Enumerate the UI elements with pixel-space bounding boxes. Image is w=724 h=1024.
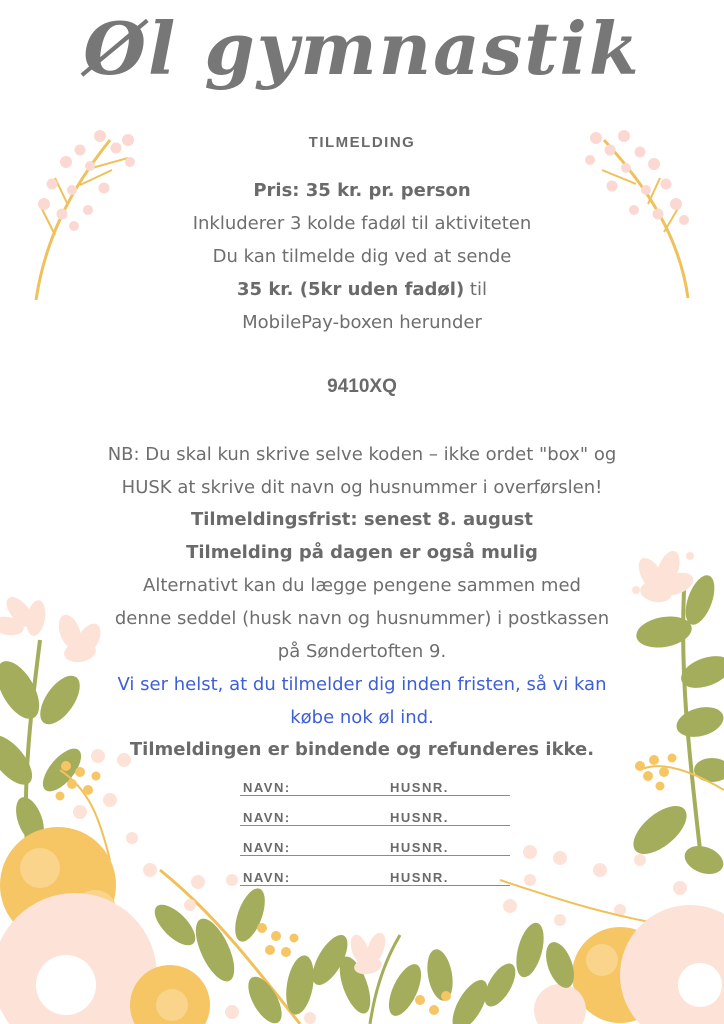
- price-line: Pris: 35 kr. pr. person: [253, 180, 471, 201]
- name-label: NAVN:: [243, 870, 291, 885]
- amount-suffix: til: [464, 279, 487, 300]
- house-number-label: HUSNR.: [390, 810, 449, 825]
- name-label: NAVN:: [243, 810, 291, 825]
- name-label: NAVN:: [243, 780, 291, 795]
- house-number-label: HUSNR.: [390, 870, 449, 885]
- same-day-line: Tilmelding på dagen er også mulig: [186, 542, 538, 563]
- form-underline: [240, 795, 510, 796]
- amount-line: [0, 279, 724, 301]
- name-label: NAVN:: [243, 840, 291, 855]
- includes-line: Inkluderer 3 kolde fadøl til aktiviteten: [192, 213, 532, 234]
- house-number-label: HUSNR.: [390, 840, 449, 855]
- deadline-line: Tilmeldingsfrist: senest 8. august: [190, 509, 534, 530]
- preference-line-1: Vi ser helst, at du tilmelder dig inden fristen, så vi kan: [117, 674, 607, 695]
- form-underline: [240, 885, 510, 886]
- form-row[interactable]: [240, 838, 510, 868]
- alternative-line-3: på Søndertoften 9.: [277, 641, 447, 662]
- flyer-title: Øl gymnastik: [83, 6, 641, 91]
- signup-form: [240, 778, 510, 898]
- form-row[interactable]: [240, 808, 510, 838]
- nb-line-2: HUSK at skrive dit navn og husnummer i overførslen!: [121, 477, 603, 498]
- mobilepay-line: MobilePay-boxen herunder: [242, 312, 482, 333]
- binding-line: Tilmeldingen er bindende og refunderes ikke.: [129, 739, 595, 760]
- form-underline: [240, 825, 510, 826]
- form-row[interactable]: [240, 778, 510, 808]
- alternative-line-2: denne seddel (husk navn og husnummer) i postkassen: [114, 608, 610, 629]
- form-underline: [240, 855, 510, 856]
- preference-line-2: købe nok øl ind.: [290, 707, 434, 728]
- form-row[interactable]: [240, 868, 510, 898]
- signup-line: Du kan tilmelde dig ved at sende: [212, 246, 512, 267]
- section-heading: TILMELDING: [308, 134, 416, 151]
- nb-line-1: NB: Du skal kun skrive selve koden – ikke ordet "box" og: [107, 444, 617, 465]
- mobilepay-code: 9410XQ: [327, 376, 397, 397]
- alternative-line-1: Alternativt kan du lægge pengene sammen med: [143, 575, 581, 596]
- house-number-label: HUSNR.: [390, 780, 449, 795]
- amount-text: 35 kr. (5kr uden fadøl): [237, 279, 465, 300]
